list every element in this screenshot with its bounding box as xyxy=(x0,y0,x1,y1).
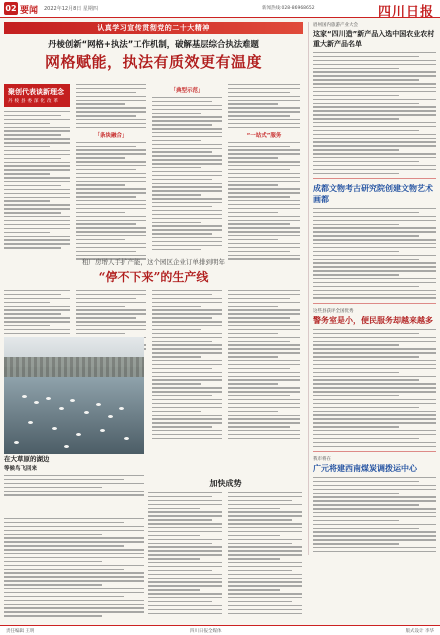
right-story-3-kicker: 这些县获评全国优秀 xyxy=(313,308,354,314)
lower-column-2 xyxy=(148,492,222,617)
right-story-3-headline: 警务室是小，便民服务却越来越多 xyxy=(313,315,433,325)
caption-title: 在大草原的湖边 xyxy=(4,455,50,463)
lead-story xyxy=(4,22,303,139)
second-story-header xyxy=(4,257,303,285)
lead-subhead: 「典型示范」 xyxy=(170,88,204,94)
footer-brand: 四川日报全媒体 xyxy=(190,629,222,634)
lower-column-1 xyxy=(4,518,144,619)
right-column xyxy=(308,22,436,555)
lead-column-4 xyxy=(228,84,300,262)
right-story-1-kicker: 眉州国内旅游产业大会 xyxy=(313,23,358,28)
second-story-headline: “停不下来”的生产线 xyxy=(98,270,209,284)
second-column-3 xyxy=(152,290,222,442)
footer-designer: 版式设计 李华 xyxy=(405,629,434,634)
second-story-kicker: 租厂房增人手扩产能，这个园区企业订单排到明年 xyxy=(82,258,225,266)
right-story-2-headline: 成都文物考古研究院创建文物艺术画都 xyxy=(313,184,433,204)
lead-subhead: “一站式”服务 xyxy=(246,132,282,139)
lower-story-headline: 加快成势 xyxy=(209,479,242,488)
right-story-4-headline: 广元将建西南煤炭调拨运中心 xyxy=(313,463,417,473)
right-story-1-headline: 这家“四川造”新产品入选中国农业农村重大新产品名单 xyxy=(313,30,435,48)
section-label: 要闻 xyxy=(20,6,39,16)
contact-info: 新闻热线:028-86968652 xyxy=(262,6,315,11)
right-story-4-kicker: 我市将在 xyxy=(313,456,331,462)
page-footer xyxy=(0,625,440,635)
lower-column-3 xyxy=(228,492,302,617)
page-header xyxy=(0,0,440,18)
campaign-banner: 认真学习宣传贯彻党的二十大精神 xyxy=(4,22,303,34)
news-photo-swans xyxy=(4,337,144,454)
feature-box: 聚创代表谈新理念 丹棱县委深化改革 xyxy=(4,84,70,107)
lead-subhead: 「条块融合」 xyxy=(94,132,128,139)
lead-column-1 xyxy=(4,84,70,251)
caption-subtitle: 等候鸟飞回来 xyxy=(4,466,38,472)
lead-column-3 xyxy=(152,84,222,253)
date-line: 2022年12月8日 星期四 xyxy=(44,6,98,12)
photo-caption xyxy=(4,454,144,498)
lead-headline: 网格赋能，执法有质效更有温度 xyxy=(44,53,262,71)
page-number: 02 xyxy=(5,4,17,13)
lead-body xyxy=(4,84,303,279)
lead-kicker: 丹棱创新“网格+执法”工作机制，破解基层综合执法难题 xyxy=(48,39,259,49)
footer-editor: 责任编辑 王明 xyxy=(6,629,35,634)
lead-column-2 xyxy=(76,84,146,262)
second-column-4 xyxy=(228,290,300,442)
masthead-logo: 四川日报 xyxy=(377,5,434,20)
